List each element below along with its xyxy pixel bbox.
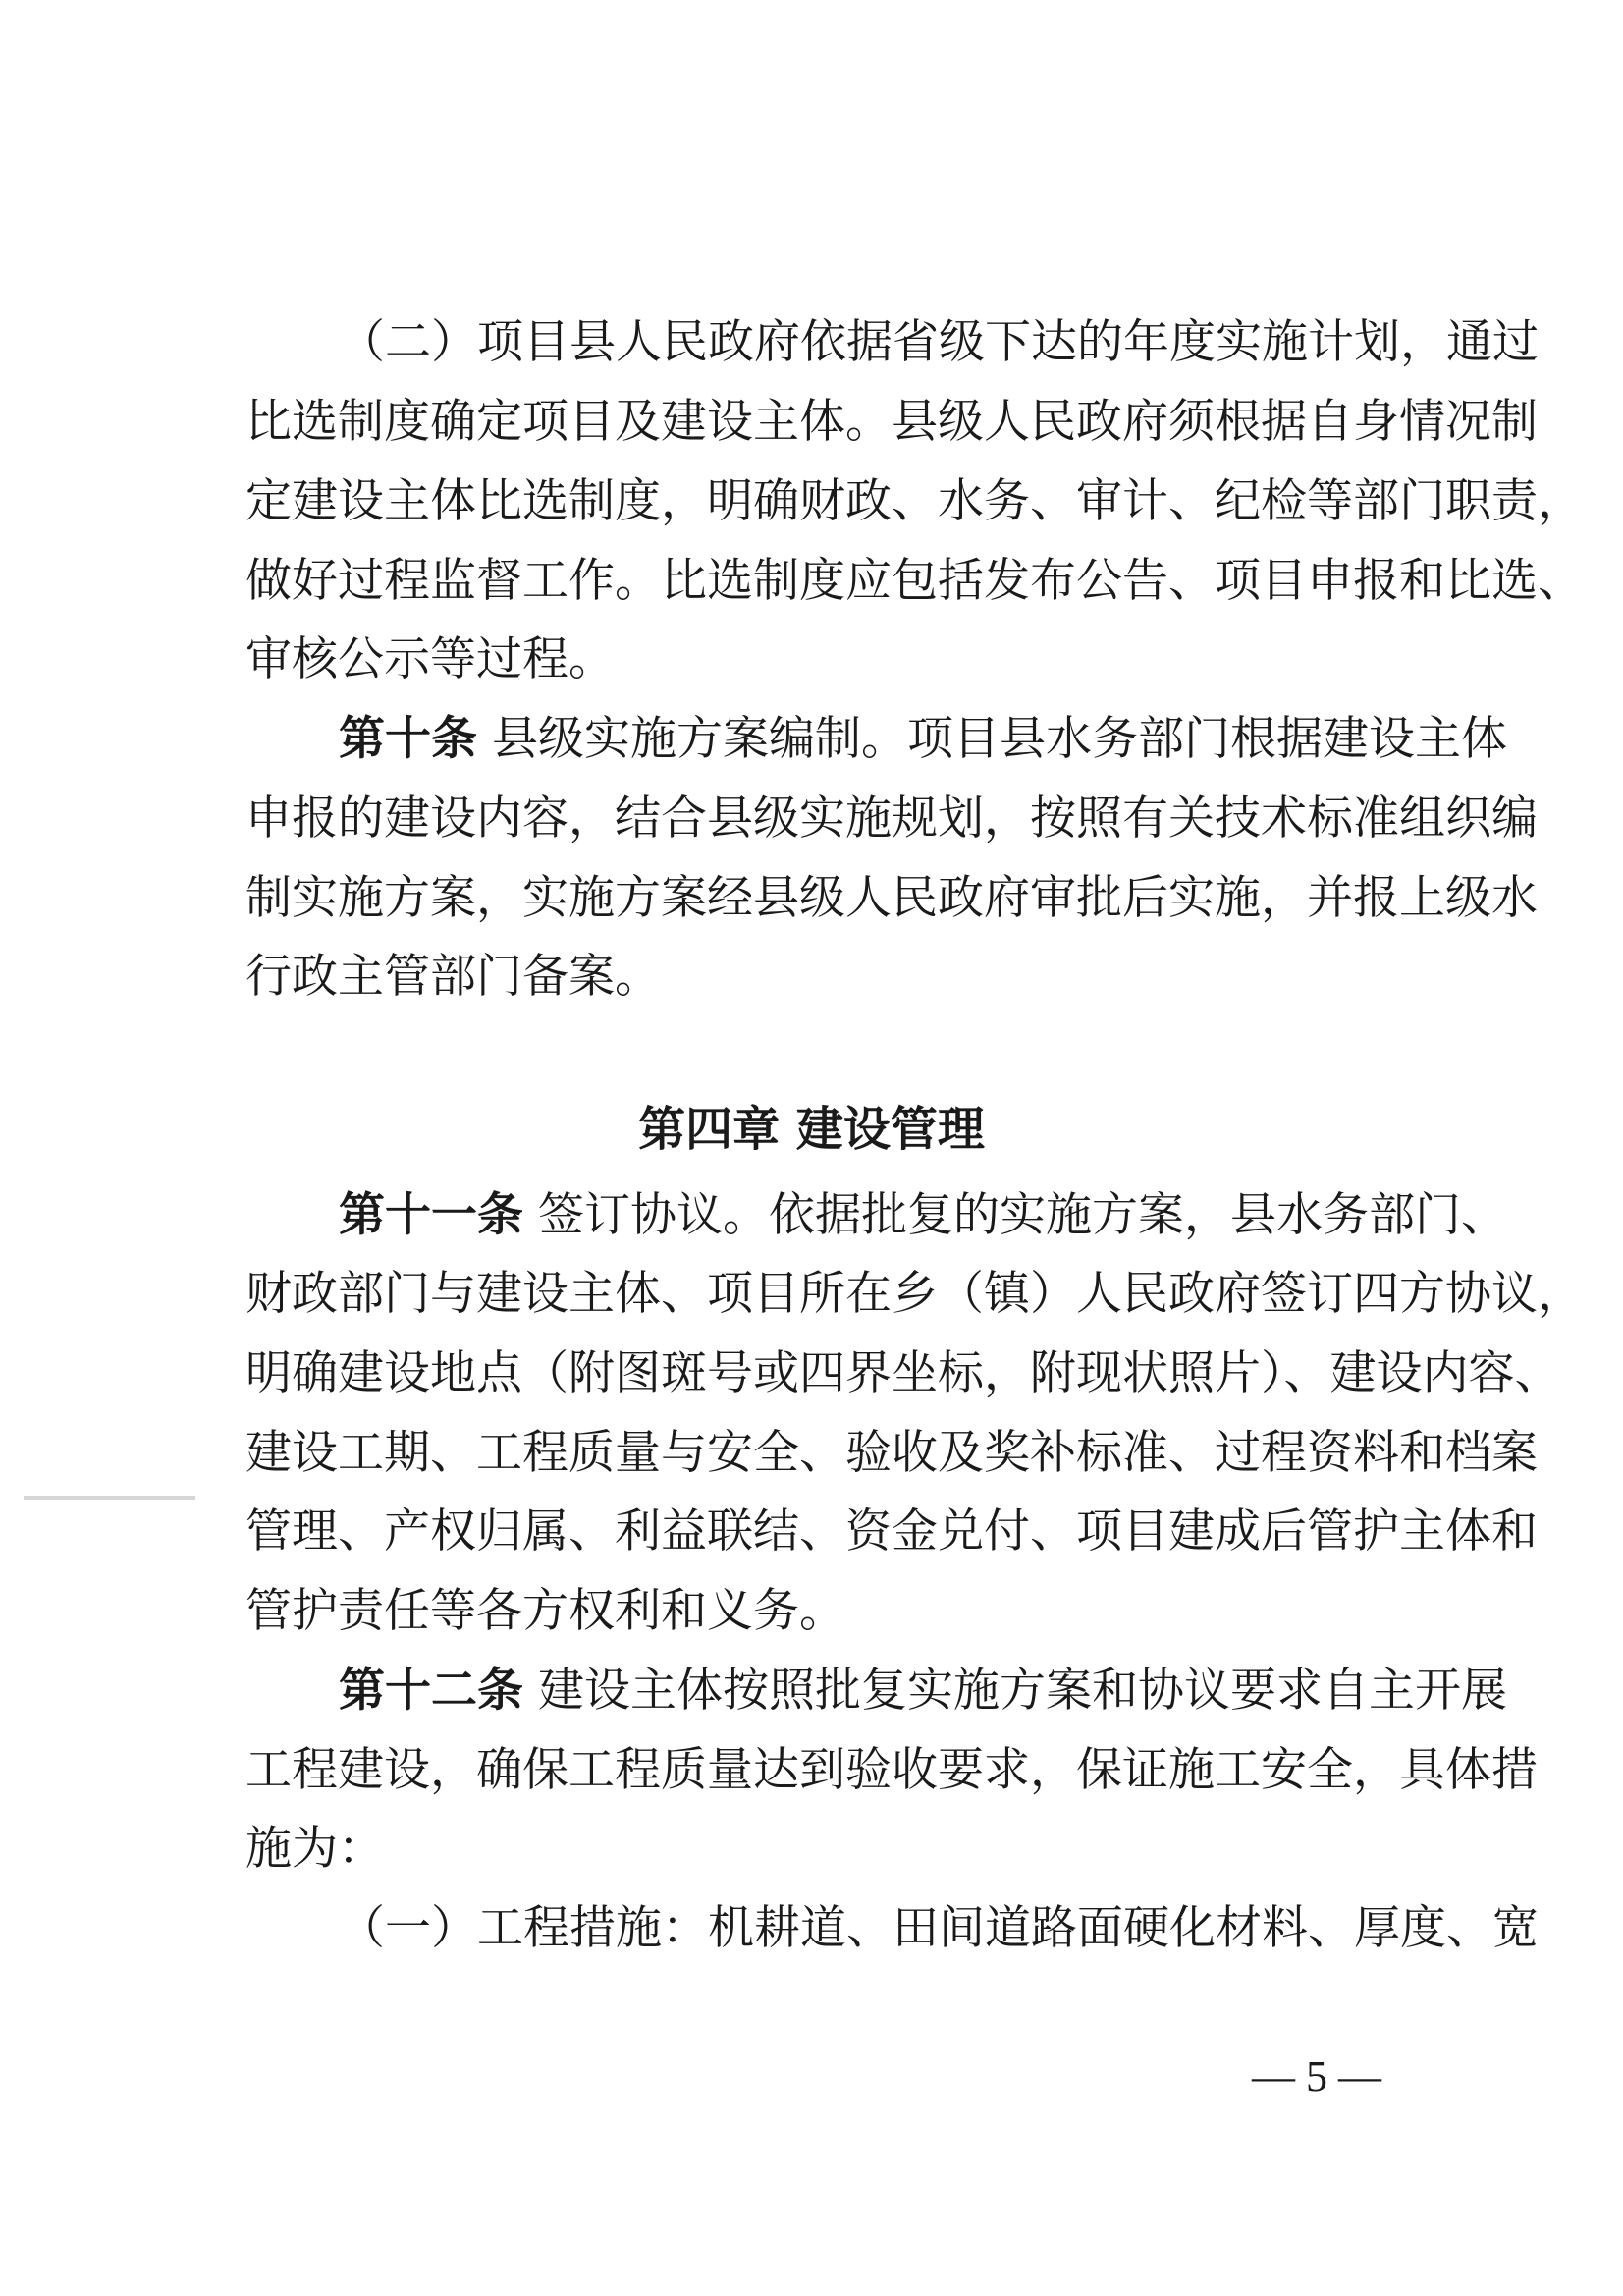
- article-line: [339, 1662, 1507, 1721]
- paragraph-line: 制实施方案，实施方案经县级人民政府审批后实施，并报上级水: [245, 871, 1538, 925]
- article-line: [339, 1186, 1507, 1245]
- article-text: 县级实施方案编制。项目县水务部门根据建设主体: [491, 712, 1507, 766]
- paragraph-line: 施为：: [245, 1822, 384, 1876]
- paragraph-line: 工程建设，确保工程质量达到验收要求，保证施工安全，具体措: [245, 1743, 1538, 1797]
- paragraph-line: 管护责任等各方权利和义务。: [245, 1584, 845, 1638]
- paragraph-line: 明确建设地点（附图斑号或四界坐标，附现状照片）、建设内容、: [245, 1346, 1561, 1400]
- page-number: — 5 —: [1252, 2052, 1381, 2101]
- paragraph-line: 财政部门与建设主体、项目所在乡（镇）人民政府签订四方协议，: [245, 1267, 1584, 1321]
- paragraph-line: 管理、产权归属、利益联结、资金兑付、项目建成后管护主体和: [245, 1504, 1538, 1558]
- paragraph-line: 建设工期、工程质量与安全、验收及奖补标准、过程资料和档案: [245, 1426, 1538, 1480]
- paragraph-line: 做好过程监督工作。比选制度应包括发布公告、项目申报和比选、: [245, 554, 1584, 608]
- article-number: 第十条: [339, 712, 477, 766]
- paragraph-line: 定建设主体比选制度，明确财政、水务、审计、纪检等部门职责，: [245, 474, 1584, 528]
- article-number: 第十二条: [339, 1664, 523, 1718]
- paragraph-line: （一）工程措施：机耕道、田间道路面硬化材料、厚度、宽: [339, 1901, 1539, 1955]
- paragraph-line: 比选制度确定项目及建设主体。县级人民政府须根据自身情况制: [245, 395, 1538, 449]
- article-number: 第十一条: [339, 1188, 523, 1242]
- paragraph-line: 审核公示等过程。: [245, 632, 615, 686]
- article-text: 签订协议。依据批复的实施方案，县水务部门、: [537, 1188, 1507, 1242]
- scan-artifact: [24, 1496, 195, 1500]
- chapter-heading: 第四章 建设管理: [638, 1102, 985, 1157]
- paragraph-line: 行政主管部门备案。: [245, 950, 661, 1004]
- paragraph-line: （二）项目县人民政府依据省级下达的年度实施计划，通过: [339, 315, 1539, 369]
- article-text: 建设主体按照批复实施方案和协议要求自主开展: [537, 1664, 1507, 1718]
- article-line: [339, 710, 1507, 769]
- paragraph-line: 申报的建设内容，结合县级实施规划，按照有关技术标准组织编: [245, 792, 1538, 846]
